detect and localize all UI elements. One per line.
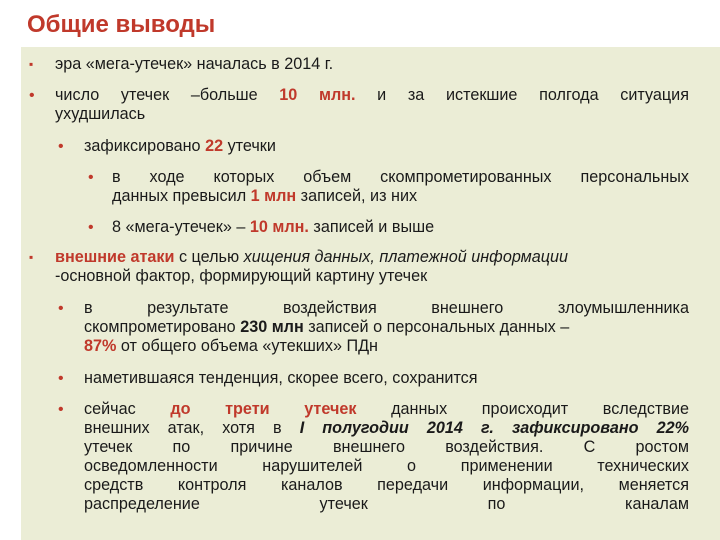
dot-bullet-icon: • <box>58 138 64 155</box>
bullet-external-attacks: внешние атаки с целью хищения данных, платежной информации <box>55 248 569 266</box>
bullet-third-of-leaks: сейчас до трети утечек данных происходит вследствие <box>84 400 689 418</box>
bullet-external-attacks-line2: -основной фактор, формирующий картину утечек <box>55 267 428 285</box>
bullet-trend: наметившаяся тенденция, скорее всего, сохранится <box>84 369 478 387</box>
bullet-22-leaks: зафиксировано 22 утечки <box>84 137 276 155</box>
dot-bullet-icon: • <box>29 87 35 104</box>
bullet-compromised-volume-line2: данных превысил 1 млн записей, из них <box>112 187 418 205</box>
bullet-leak-count: число утечек –больше 10 млн. и за истекшие полгода ситуация <box>55 86 689 104</box>
content-panel <box>21 47 720 540</box>
bullet-external-impact-line2: скомпрометировано 230 млн записей о персональных данных – <box>84 318 570 336</box>
dot-bullet-icon: • <box>58 370 64 387</box>
bullet-third-of-leaks-line3: утечек по причине внешнего воздействия. С ростом <box>84 438 689 456</box>
bullet-third-of-leaks-line6: распределение утечек по каналам <box>84 495 689 513</box>
bullet-mega-leaks-count: 8 «мега-утечек» – 10 млн. записей и выше <box>112 218 435 236</box>
page-title: Общие выводы <box>27 11 216 38</box>
bullet-external-impact: в результате воздействия внешнего злоумышленника <box>84 299 689 317</box>
dot-bullet-icon: • <box>88 169 94 186</box>
bullet-third-of-leaks-line5: средств контроля каналов передачи информации, меняется <box>84 476 689 494</box>
dot-bullet-icon: • <box>58 300 64 317</box>
dot-bullet-icon: • <box>88 219 94 236</box>
bullet-third-of-leaks-line2: внешних атак, хотя в I полугодии 2014 г. зафиксировано 22% <box>84 419 689 437</box>
bullet-third-of-leaks-line4: осведомленности нарушителей о применении технических <box>84 457 689 475</box>
square-bullet-icon: ▪ <box>29 250 34 264</box>
bullet-mega-leaks-era: эра «мега-утечек» началась в 2014 г. <box>55 55 334 73</box>
bullet-leak-count-line2: ухудшилась <box>55 105 146 123</box>
bullet-external-impact-line3: 87% от общего объема «утекших» ПДн <box>84 337 378 355</box>
dot-bullet-icon: • <box>58 401 64 418</box>
bullet-compromised-volume: в ходе которых объем скомпрометированных персональных <box>112 168 689 186</box>
square-bullet-icon: ▪ <box>29 57 34 71</box>
